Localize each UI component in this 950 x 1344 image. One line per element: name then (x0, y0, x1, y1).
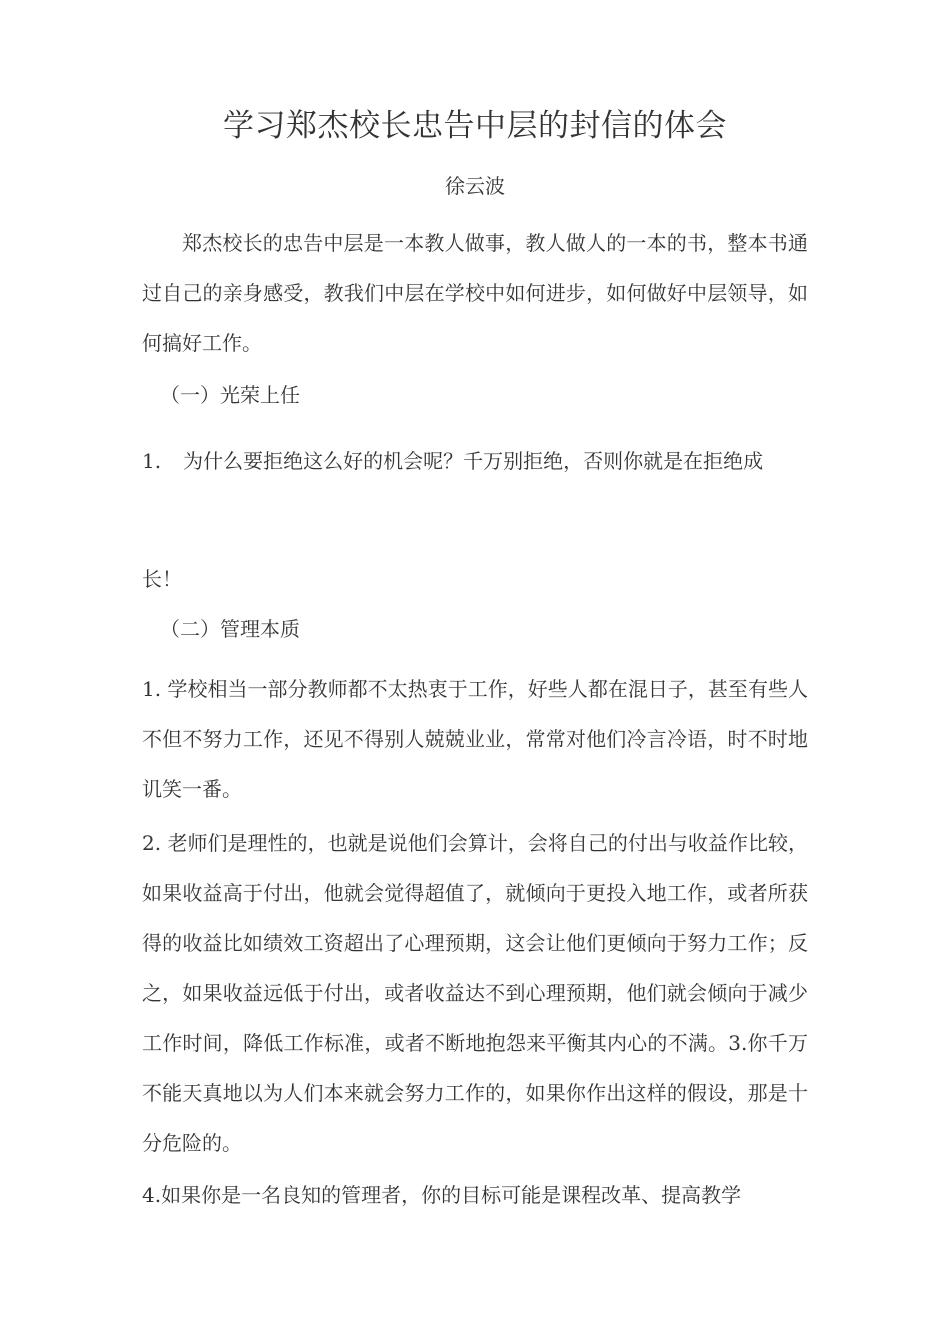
section1-item-1-tail: 长！ (142, 567, 182, 591)
section-heading-1: （一）光荣上任 (160, 383, 300, 407)
section2-paragraph-2: 2. 老师们是理性的，也就是说他们会算计，会将自己的付出与收益作比较，如果收益高于付出，他就会觉得超值了，就倾向于更投入地工作，或者所获得的收益比如绩效工资超出了心理预期，这会让他们更倾向于努力工作；反之，如果收益远低于付出，或者收益达不到心理预期，他们就会倾向于减少工作时间，降低工作标准，或者不断地抱怨来平衡其内心的不满。3.你千万不能天真地以为人们本来就会努力工作的，如果你作出这样的假设，那是十分危险的。 (142, 831, 808, 1155)
document-title: 学习郑杰校长忠告中层的封信的体会 (223, 108, 727, 144)
item-text: 为什么要拒绝这么好的机会呢？千万别拒绝，否则你就是在拒绝成 (183, 449, 764, 473)
section2-paragraph-1: 1. 学校相当一部分教师都不太热衷于工作，好些人都在混日子，甚至有些人不但不努力工作，还见不得别人兢兢业业，常常对他们冷言冷语，时不时地讥笑一番。 (142, 677, 808, 801)
author-name: 徐云波 (445, 174, 505, 198)
section1-item-1 (142, 436, 808, 486)
section2-paragraph-4: 4.如果你是一名良知的管理者，你的目标可能是课程改革、提高教学 (142, 1183, 742, 1207)
intro-paragraph: 郑杰校长的忠告中层是一本教人做事，教人做人的一本的书，整本书通过自己的亲身感受，教我们中层在学校中如何进步，如何做好中层领导，如何搞好工作。 (142, 231, 808, 355)
item-number: 1. (142, 449, 162, 473)
section-heading-2: （二）管理本质 (160, 617, 300, 641)
